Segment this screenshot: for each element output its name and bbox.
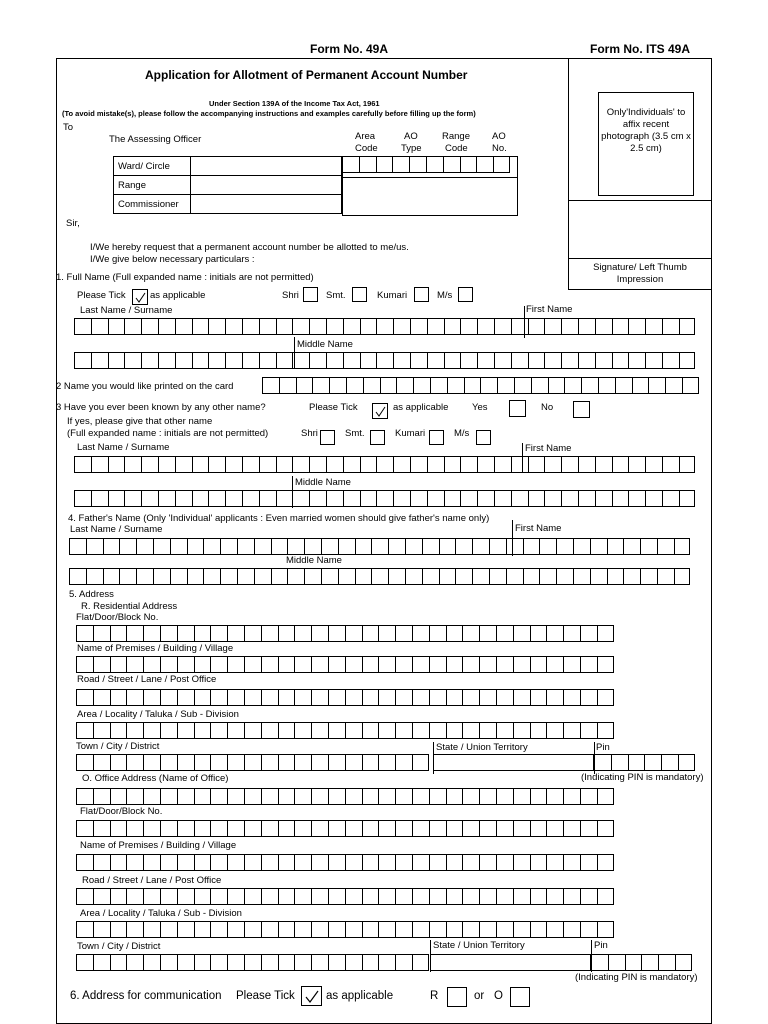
q3-middle-cells[interactable]	[74, 490, 695, 507]
q3-applicable: as applicable	[393, 402, 449, 413]
q3-name-cells[interactable]	[74, 456, 695, 473]
q3-tick-label: Please Tick	[309, 402, 358, 413]
off-pin-label: Pin	[594, 940, 608, 951]
q5-label: 5. Address	[69, 589, 114, 600]
q3-no-label: No	[541, 402, 554, 413]
ao-divider	[342, 177, 518, 178]
request-line: I/We hereby request that a permanent account number be allotted to me/us.	[90, 242, 409, 253]
q1-smt-checkbox[interactable]	[352, 287, 367, 302]
q2-card-name-cells[interactable]	[262, 377, 699, 394]
res-pin-note: (Indicating PIN is mandatory)	[581, 772, 704, 783]
q3-shri-label: Shri	[301, 428, 318, 439]
q3-no-checkbox[interactable]	[573, 401, 590, 418]
q1-smt-label: Smt.	[326, 290, 346, 301]
q3-yes-label: Yes	[472, 402, 488, 413]
res-premises-cells[interactable]	[76, 656, 614, 673]
q4-middle-name-label: Middle Name	[286, 555, 342, 566]
off-premises-label: Name of Premises / Building / Village	[80, 840, 237, 851]
q3-tick-example	[372, 403, 388, 419]
q6-tick-label: Please Tick	[236, 990, 295, 1002]
photo-divider	[568, 58, 569, 290]
q1-tick-label: Please Tick	[77, 290, 126, 301]
q6-r-label: R	[430, 990, 439, 1002]
res-town-cells[interactable]	[76, 754, 429, 771]
area-code-label2: Code	[355, 143, 378, 154]
ao-no-label: AO	[492, 131, 506, 142]
off-road-label: Road / Street / Lane / Post Office	[82, 875, 222, 886]
q4-middle-cells[interactable]	[69, 568, 690, 585]
photo-box[interactable]	[598, 92, 694, 196]
q4-name-cells[interactable]	[69, 538, 690, 555]
res-town-label: Town / City / District	[76, 741, 160, 752]
form-number: Form No. 49A	[310, 42, 389, 56]
q1-name-cells[interactable]	[74, 318, 695, 335]
q1-middle-cells[interactable]	[74, 352, 695, 369]
off-area-cells[interactable]	[76, 921, 614, 938]
res-area-cells[interactable]	[76, 722, 614, 739]
q3-expanded-note: (Full expanded name : initials are not permitted)	[67, 428, 269, 439]
officer-label: The Assessing Officer	[109, 134, 202, 145]
q6-label: 6. Address for communication	[70, 990, 222, 1002]
signature-label: Signature/ Left Thumb Impression	[593, 262, 687, 285]
res-state-field[interactable]	[433, 754, 594, 771]
q4-label: 4. Father's Name (Only 'Individual' applicants : Even married women should give father's name only)	[68, 513, 490, 524]
q6-o-checkbox[interactable]	[510, 987, 530, 1007]
q3-label: 3 Have you ever been known by any other name?	[56, 402, 266, 413]
res-flat-cells[interactable]	[76, 625, 614, 642]
q3-ms-checkbox[interactable]	[476, 430, 491, 445]
q3-ms-label: M/s	[454, 428, 470, 439]
res-pin-label: Pin	[596, 742, 610, 753]
range-field[interactable]	[191, 176, 342, 195]
q2-label: 2 Name you would like printed on the card	[56, 381, 234, 392]
q3-smt-label: Smt.	[345, 428, 365, 439]
off-state-label: State / Union Territory	[433, 940, 525, 951]
form-number-its: Form No. ITS 49A	[590, 42, 691, 56]
to-label: To	[63, 122, 74, 133]
sign-bottom	[568, 289, 712, 290]
res-pin-cells[interactable]	[594, 754, 695, 771]
q3-middle-name-label: Middle Name	[295, 477, 351, 488]
q6-or-label: or	[474, 990, 485, 1002]
q6-applicable: as applicable	[326, 990, 394, 1002]
q1-middle-name-label: Middle Name	[297, 339, 353, 350]
off-flat-cells[interactable]	[76, 820, 614, 837]
off-town-label: Town / City / District	[77, 941, 161, 952]
off-pin-note: (Indicating PIN is mandatory)	[575, 972, 698, 983]
off-road-cells[interactable]	[76, 888, 614, 905]
q3-first-name-label: First Name	[525, 443, 572, 454]
office-label: O. Office Address (Name of Office)	[82, 773, 229, 784]
form-title: Application for Allotment of Permanent Account Number	[145, 68, 468, 82]
range-label: Range	[114, 176, 191, 195]
q1-kumari-checkbox[interactable]	[414, 287, 429, 302]
q3-yes-checkbox[interactable]	[509, 400, 526, 417]
sign-divider	[568, 258, 712, 259]
q1-shri-checkbox[interactable]	[303, 287, 318, 302]
q1-first-name-label: First Name	[526, 304, 573, 315]
photo-sign-divider	[568, 200, 712, 201]
ao-type-label2: Type	[401, 143, 422, 154]
range-code-label: Range	[442, 131, 470, 142]
res-state-label: State / Union Territory	[436, 742, 528, 753]
q4-first-name-label: First Name	[515, 523, 562, 534]
off-town-cells[interactable]	[76, 954, 429, 971]
q3-kumari-label: Kumari	[395, 428, 426, 439]
q6-o-label: O	[494, 990, 503, 1002]
range-code-label2: Code	[445, 143, 468, 154]
q3-shri-checkbox[interactable]	[320, 430, 335, 445]
particulars-line: I/We give below necessary particulars :	[90, 254, 255, 265]
q1-last-name-label: Last Name / Surname	[80, 305, 173, 316]
q3-kumari-checkbox[interactable]	[429, 430, 444, 445]
res-area-label: Area / Locality / Taluka / Sub - Division	[77, 709, 239, 720]
q3-smt-checkbox[interactable]	[370, 430, 385, 445]
photo-instruction: Only'Individuals' to affix recent photograph (3.5 cm x 2.5 cm)	[601, 107, 691, 154]
q6-tick-example	[301, 986, 322, 1006]
res-road-cells[interactable]	[76, 689, 614, 706]
q1-label: 1. Full Name (Full expanded name : initials are not permitted)	[56, 272, 314, 283]
res-premises-label: Name of Premises / Building / Village	[77, 643, 234, 654]
off-name-cells[interactable]	[76, 788, 614, 805]
area-code-label: Area	[355, 131, 376, 142]
q1-shri-label: Shri	[282, 290, 299, 301]
off-pin-cells[interactable]	[591, 954, 692, 971]
salutation: Sir,	[66, 218, 80, 229]
ao-code-box	[342, 156, 518, 216]
residential-label: R. Residential Address	[81, 601, 178, 612]
commissioner-label: Commissioner	[114, 195, 191, 214]
off-premises-cells[interactable]	[76, 854, 614, 871]
off-flat-label: Flat/Door/Block No.	[80, 806, 163, 817]
off-state-field[interactable]	[430, 954, 591, 971]
res-flat-label: Flat/Door/Block No.	[76, 612, 159, 623]
q3-last-name-label: Last Name / Surname	[77, 442, 170, 453]
q4-last-name-label: Last Name / Surname	[70, 524, 163, 535]
commissioner-field[interactable]	[191, 195, 342, 214]
off-area-label: Area / Locality / Taluka / Sub - Division	[80, 908, 242, 919]
q1-applicable: as applicable	[150, 290, 206, 301]
q1-kumari-label: Kumari	[377, 290, 408, 301]
q1-tick-example	[132, 289, 148, 305]
ward-circle-field[interactable]	[191, 157, 342, 176]
q6-r-checkbox[interactable]	[447, 987, 467, 1007]
ward-table	[113, 156, 342, 214]
ao-no-label2: No.	[492, 143, 507, 154]
section-text: Under Section 139A of the Income Tax Act, 1961	[209, 99, 380, 108]
q1-ms-checkbox[interactable]	[458, 287, 473, 302]
q3-if-yes: If yes, please give that other name	[67, 416, 213, 427]
ao-type-label: AO	[404, 131, 418, 142]
q1-ms-label: M/s	[437, 290, 453, 301]
ward-circle-label: Ward/ Circle	[114, 157, 191, 176]
res-road-label: Road / Street / Lane / Post Office	[77, 674, 217, 685]
instruction-text: (To avoid mistake(s), please follow the accompanying instructions and examples carefully before filling up the form)	[62, 109, 476, 118]
